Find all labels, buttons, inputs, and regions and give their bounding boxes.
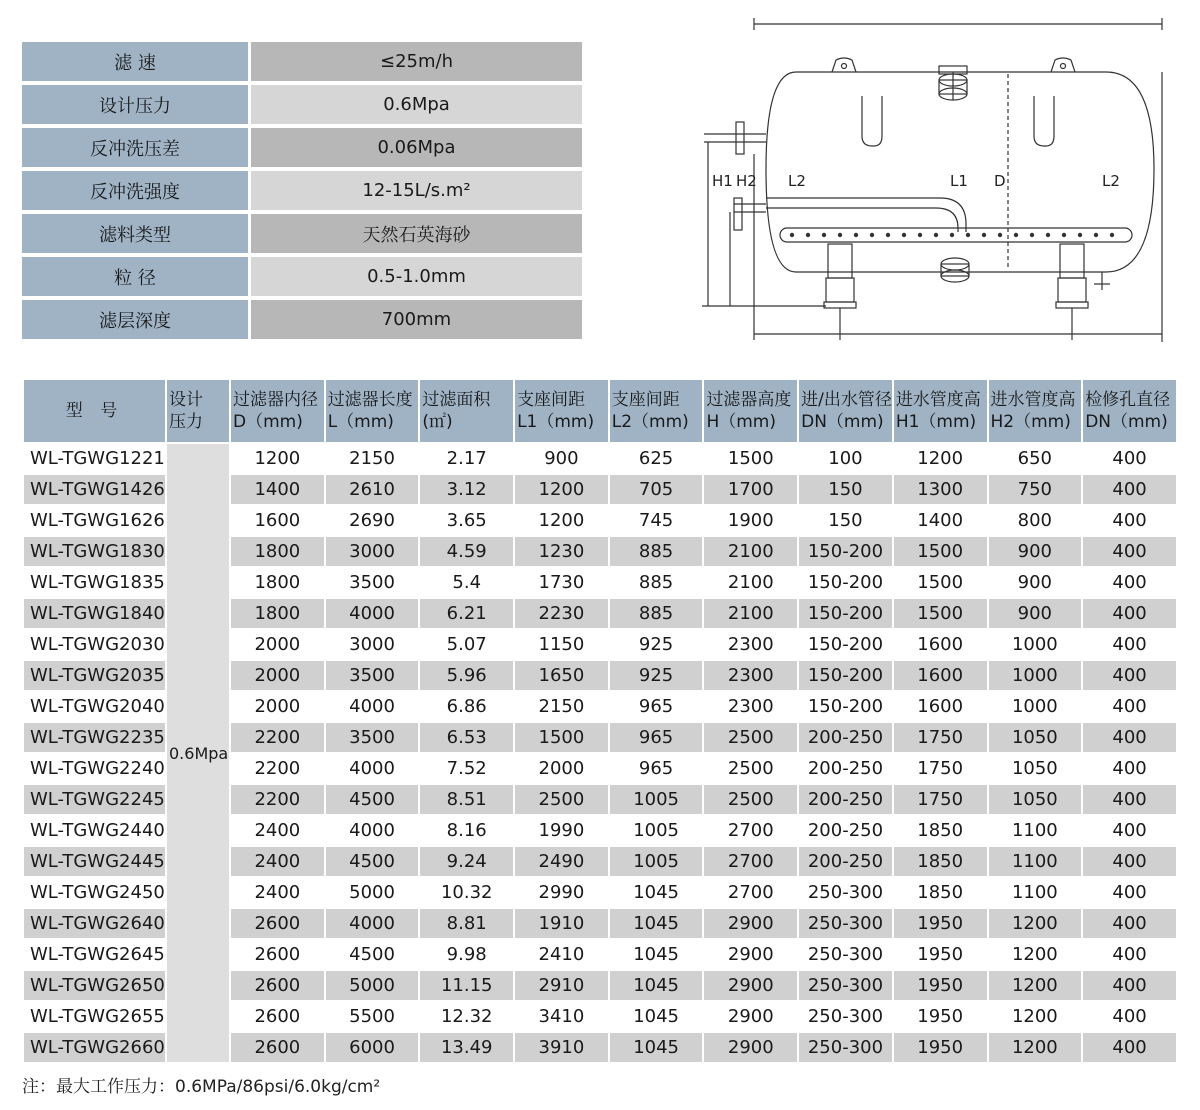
diagram-label-h2: H2 bbox=[736, 172, 757, 190]
diagram-label-l1: L1 bbox=[950, 172, 968, 190]
table-cell: 2000 bbox=[231, 690, 324, 721]
table-cell: 12.32 bbox=[420, 1000, 513, 1031]
model-cell: WL-TGWG2445 bbox=[24, 845, 165, 876]
table-cell: 1005 bbox=[610, 845, 703, 876]
table-cell: 7.52 bbox=[420, 752, 513, 783]
column-header bbox=[420, 380, 513, 442]
table-cell: 100 bbox=[799, 442, 892, 473]
table-cell: 1910 bbox=[515, 907, 608, 938]
model-cell: WL-TGWG2030 bbox=[24, 628, 165, 659]
table-cell: 1600 bbox=[894, 659, 987, 690]
table-cell: 2600 bbox=[231, 1000, 324, 1031]
column-header bbox=[704, 380, 797, 442]
table-cell: 1200 bbox=[989, 1000, 1082, 1031]
spec-table bbox=[22, 38, 582, 343]
column-header bbox=[515, 380, 608, 442]
table-cell: 3000 bbox=[326, 535, 419, 566]
table-cell: 5000 bbox=[326, 876, 419, 907]
spec-row bbox=[22, 300, 582, 339]
table-cell: 3.12 bbox=[420, 473, 513, 504]
table-cell: 4000 bbox=[326, 814, 419, 845]
table-cell: 2700 bbox=[704, 876, 797, 907]
table-cell: 1200 bbox=[989, 969, 1082, 1000]
table-cell: 10.32 bbox=[420, 876, 513, 907]
column-header-line: DN（mm) bbox=[801, 412, 884, 432]
table-cell: 2500 bbox=[704, 721, 797, 752]
table-cell: 1000 bbox=[989, 690, 1082, 721]
table-cell: 400 bbox=[1083, 814, 1176, 845]
table-cell: 1200 bbox=[989, 1031, 1082, 1062]
table-cell: 3500 bbox=[326, 659, 419, 690]
table-cell: 1800 bbox=[231, 566, 324, 597]
model-cell: WL-TGWG2240 bbox=[24, 752, 165, 783]
column-header-line: 过滤器高度 bbox=[706, 390, 792, 410]
model-cell: WL-TGWG2450 bbox=[24, 876, 165, 907]
table-cell: 1000 bbox=[989, 659, 1082, 690]
column-header-line: 压力 bbox=[169, 412, 203, 432]
table-cell: 965 bbox=[610, 752, 703, 783]
table-cell: 2000 bbox=[231, 659, 324, 690]
table-cell: 750 bbox=[989, 473, 1082, 504]
table-cell: 8.16 bbox=[420, 814, 513, 845]
table-cell: 2600 bbox=[231, 969, 324, 1000]
column-header-line: D（mm) bbox=[233, 412, 303, 432]
table-cell: 200-250 bbox=[799, 783, 892, 814]
table-cell: 1750 bbox=[894, 752, 987, 783]
table-cell: 6000 bbox=[326, 1031, 419, 1062]
column-header-line: DN（mm) bbox=[1085, 412, 1168, 432]
table-cell: 250-300 bbox=[799, 969, 892, 1000]
column-header-line: 过滤面积 bbox=[422, 390, 491, 410]
table-cell: 1050 bbox=[989, 783, 1082, 814]
table-cell: 250-300 bbox=[799, 876, 892, 907]
table-cell: 400 bbox=[1083, 535, 1176, 566]
table-cell: 1400 bbox=[894, 504, 987, 535]
table-cell: 1200 bbox=[515, 504, 608, 535]
table-cell: 3910 bbox=[515, 1031, 608, 1062]
table-cell: 1650 bbox=[515, 659, 608, 690]
table-cell: 4000 bbox=[326, 597, 419, 628]
table-cell: 2100 bbox=[704, 535, 797, 566]
table-cell: 650 bbox=[989, 442, 1082, 473]
table-cell: 1750 bbox=[894, 783, 987, 814]
table-cell: 9.24 bbox=[420, 845, 513, 876]
table-cell: 150-200 bbox=[799, 690, 892, 721]
diagram-label-h1: H1 bbox=[712, 172, 733, 190]
column-header-line: 进水管度高 bbox=[895, 390, 981, 410]
table-cell: 925 bbox=[610, 659, 703, 690]
table-cell: 2900 bbox=[704, 1000, 797, 1031]
table-cell: 2400 bbox=[231, 876, 324, 907]
table-cell: 400 bbox=[1083, 783, 1176, 814]
table-cell: 1850 bbox=[894, 876, 987, 907]
column-header-line: 过滤器长度 bbox=[327, 390, 413, 410]
table-row bbox=[24, 442, 1176, 473]
table-cell: 1050 bbox=[989, 752, 1082, 783]
table-cell: 200-250 bbox=[799, 721, 892, 752]
table-cell: 1150 bbox=[515, 628, 608, 659]
table-cell: 1300 bbox=[894, 473, 987, 504]
table-cell: 2900 bbox=[704, 969, 797, 1000]
column-header-line: L1（mm) bbox=[517, 412, 595, 432]
table-cell: 1045 bbox=[610, 907, 703, 938]
table-cell: 1600 bbox=[894, 690, 987, 721]
table-cell: 1600 bbox=[894, 628, 987, 659]
column-header-line: 过滤器内径 bbox=[233, 390, 318, 410]
table-cell: 4500 bbox=[326, 783, 419, 814]
table-cell: 1600 bbox=[231, 504, 324, 535]
model-cell: WL-TGWG2640 bbox=[24, 907, 165, 938]
column-header-line: 检修孔直径 bbox=[1085, 390, 1171, 410]
model-cell: WL-TGWG2035 bbox=[24, 659, 165, 690]
table-cell: 400 bbox=[1083, 721, 1176, 752]
table-cell: 900 bbox=[989, 597, 1082, 628]
diagram-label-d: D bbox=[994, 172, 1006, 190]
table-cell: 400 bbox=[1083, 628, 1176, 659]
table-cell: 3500 bbox=[326, 566, 419, 597]
table-cell: 6.86 bbox=[420, 690, 513, 721]
table-cell: 3500 bbox=[326, 721, 419, 752]
table-cell: 2200 bbox=[231, 752, 324, 783]
column-header bbox=[167, 380, 229, 442]
spec-row bbox=[22, 128, 582, 167]
table-cell: 2900 bbox=[704, 1031, 797, 1062]
table-cell: 2500 bbox=[704, 752, 797, 783]
table-cell: 150-200 bbox=[799, 535, 892, 566]
table-cell: 2100 bbox=[704, 566, 797, 597]
table-cell: 1700 bbox=[704, 473, 797, 504]
table-cell: 1730 bbox=[515, 566, 608, 597]
table-cell: 1045 bbox=[610, 1000, 703, 1031]
spec-value: 天然石英海砂 bbox=[251, 214, 582, 253]
spec-label: 反冲洗压差 bbox=[22, 128, 251, 167]
table-cell: 2150 bbox=[326, 442, 419, 473]
table-cell: 5.96 bbox=[420, 659, 513, 690]
table-cell: 400 bbox=[1083, 845, 1176, 876]
table-cell: 150-200 bbox=[799, 659, 892, 690]
column-header-line: L2（mm) bbox=[611, 412, 689, 432]
spec-value: 0.6Mpa bbox=[251, 85, 582, 124]
table-cell: 885 bbox=[610, 566, 703, 597]
table-cell: 9.98 bbox=[420, 938, 513, 969]
table-cell: 400 bbox=[1083, 473, 1176, 504]
column-header-line: L（mm) bbox=[327, 412, 394, 432]
spec-row bbox=[22, 85, 582, 124]
spec-label: 滤料类型 bbox=[22, 214, 251, 253]
table-cell: 1045 bbox=[610, 876, 703, 907]
table-cell: 2700 bbox=[704, 845, 797, 876]
spec-row bbox=[22, 214, 582, 253]
spec-row bbox=[22, 42, 582, 81]
table-cell: 2900 bbox=[704, 907, 797, 938]
model-cell: WL-TGWG1835 bbox=[24, 566, 165, 597]
column-header-line: (㎡) bbox=[422, 412, 453, 432]
table-cell: 4000 bbox=[326, 690, 419, 721]
table-cell: 965 bbox=[610, 721, 703, 752]
model-cell: WL-TGWG1426 bbox=[24, 473, 165, 504]
table-cell: 1500 bbox=[515, 721, 608, 752]
spec-label: 滤 速 bbox=[22, 42, 251, 81]
table-cell: 2490 bbox=[515, 845, 608, 876]
column-header bbox=[231, 380, 324, 442]
table-cell: 1850 bbox=[894, 814, 987, 845]
table-cell: 400 bbox=[1083, 876, 1176, 907]
table-header-row bbox=[24, 380, 1176, 442]
table-cell: 885 bbox=[610, 535, 703, 566]
table-cell: 2690 bbox=[326, 504, 419, 535]
table-cell: 1045 bbox=[610, 938, 703, 969]
table-cell: 3410 bbox=[515, 1000, 608, 1031]
table-cell: 2700 bbox=[704, 814, 797, 845]
table-cell: 1005 bbox=[610, 783, 703, 814]
column-header bbox=[24, 380, 165, 442]
table-cell: 1200 bbox=[989, 907, 1082, 938]
table-cell: 150-200 bbox=[799, 566, 892, 597]
column-header-line: 进水管度高 bbox=[990, 390, 1076, 410]
table-cell: 2000 bbox=[231, 628, 324, 659]
table-cell: 3.65 bbox=[420, 504, 513, 535]
table-cell: 2300 bbox=[704, 690, 797, 721]
table-cell: 11.15 bbox=[420, 969, 513, 1000]
column-header bbox=[799, 380, 892, 442]
table-cell: 6.53 bbox=[420, 721, 513, 752]
table-cell: 2610 bbox=[326, 473, 419, 504]
table-cell: 900 bbox=[989, 566, 1082, 597]
table-cell: 2150 bbox=[515, 690, 608, 721]
table-cell: 1500 bbox=[704, 442, 797, 473]
table-body bbox=[24, 442, 1176, 1062]
table-cell: 800 bbox=[989, 504, 1082, 535]
table-cell: 1500 bbox=[894, 535, 987, 566]
table-cell: 2000 bbox=[515, 752, 608, 783]
column-header bbox=[989, 380, 1082, 442]
table-cell: 2400 bbox=[231, 814, 324, 845]
table-cell: 150-200 bbox=[799, 597, 892, 628]
table-cell: 1200 bbox=[894, 442, 987, 473]
table-cell: 1950 bbox=[894, 1000, 987, 1031]
table-cell: 900 bbox=[515, 442, 608, 473]
table-cell: 2200 bbox=[231, 783, 324, 814]
table-cell: 400 bbox=[1083, 907, 1176, 938]
table-cell: 250-300 bbox=[799, 1000, 892, 1031]
table-cell: 250-300 bbox=[799, 938, 892, 969]
table-cell: 150-200 bbox=[799, 628, 892, 659]
column-header-line: 支座间距 bbox=[517, 390, 586, 410]
diagram-label-l2-right: L2 bbox=[1102, 172, 1120, 190]
table-cell: 4000 bbox=[326, 752, 419, 783]
spec-value: 12-15L/s.m² bbox=[251, 171, 582, 210]
table-cell: 2300 bbox=[704, 659, 797, 690]
model-cell: WL-TGWG1830 bbox=[24, 535, 165, 566]
table-cell: 885 bbox=[610, 597, 703, 628]
spec-value: 0.5-1.0mm bbox=[251, 257, 582, 296]
table-cell: 13.49 bbox=[420, 1031, 513, 1062]
table-cell: 2200 bbox=[231, 721, 324, 752]
table-cell: 400 bbox=[1083, 969, 1176, 1000]
table-cell: 2.17 bbox=[420, 442, 513, 473]
table-cell: 150 bbox=[799, 504, 892, 535]
table-cell: 400 bbox=[1083, 659, 1176, 690]
model-cell: WL-TGWG2235 bbox=[24, 721, 165, 752]
model-cell: WL-TGWG2245 bbox=[24, 783, 165, 814]
table-cell: 2600 bbox=[231, 938, 324, 969]
table-cell: 1950 bbox=[894, 907, 987, 938]
column-header-line: H1（mm) bbox=[895, 412, 977, 432]
table-cell: 400 bbox=[1083, 597, 1176, 628]
model-cell: WL-TGWG1221 bbox=[24, 442, 165, 473]
model-cell: WL-TGWG1626 bbox=[24, 504, 165, 535]
column-header-line: 设计 bbox=[169, 390, 203, 410]
table-cell: 2990 bbox=[515, 876, 608, 907]
table-cell: 2400 bbox=[231, 845, 324, 876]
table-cell: 1100 bbox=[989, 814, 1082, 845]
table-cell: 400 bbox=[1083, 1031, 1176, 1062]
table-cell: 1100 bbox=[989, 845, 1082, 876]
table-cell: 400 bbox=[1083, 938, 1176, 969]
model-cell: WL-TGWG2660 bbox=[24, 1031, 165, 1062]
table-cell: 1950 bbox=[894, 938, 987, 969]
table-cell: 400 bbox=[1083, 442, 1176, 473]
table-cell: 1200 bbox=[989, 938, 1082, 969]
table-cell: 1500 bbox=[894, 566, 987, 597]
footnote: 注：最大工作压力：0.6MPa/86psi/6.0kg/cm² bbox=[22, 1077, 381, 1097]
column-header-line: 型 号 bbox=[65, 401, 124, 421]
table-cell: 745 bbox=[610, 504, 703, 535]
table-cell: 250-300 bbox=[799, 1031, 892, 1062]
table-cell: 4.59 bbox=[420, 535, 513, 566]
table-cell: 1950 bbox=[894, 969, 987, 1000]
model-cell: WL-TGWG2650 bbox=[24, 969, 165, 1000]
table-cell: 625 bbox=[610, 442, 703, 473]
spec-value: 0.06Mpa bbox=[251, 128, 582, 167]
table-cell: 2300 bbox=[704, 628, 797, 659]
table-cell: 1990 bbox=[515, 814, 608, 845]
table-cell: 1230 bbox=[515, 535, 608, 566]
table-cell: 2600 bbox=[231, 1031, 324, 1062]
spec-label: 设计压力 bbox=[22, 85, 251, 124]
table-cell: 8.51 bbox=[420, 783, 513, 814]
table-cell: 4000 bbox=[326, 907, 419, 938]
table-cell: 2500 bbox=[515, 783, 608, 814]
table-cell: 6.21 bbox=[420, 597, 513, 628]
column-header-line: H（mm) bbox=[706, 412, 776, 432]
table-cell: 1100 bbox=[989, 876, 1082, 907]
spec-label: 反冲洗强度 bbox=[22, 171, 251, 210]
spec-row bbox=[22, 257, 582, 296]
table-cell: 400 bbox=[1083, 504, 1176, 535]
model-cell: WL-TGWG2645 bbox=[24, 938, 165, 969]
table-cell: 1050 bbox=[989, 721, 1082, 752]
model-cell: WL-TGWG2655 bbox=[24, 1000, 165, 1031]
table-cell: 2500 bbox=[704, 783, 797, 814]
table-cell: 1400 bbox=[231, 473, 324, 504]
table-cell: 8.81 bbox=[420, 907, 513, 938]
table-cell: 1950 bbox=[894, 1031, 987, 1062]
spec-label: 粒 径 bbox=[22, 257, 251, 296]
table-cell: 1045 bbox=[610, 969, 703, 1000]
column-header-line: 支座间距 bbox=[611, 390, 680, 410]
filter-tank-diagram bbox=[696, 14, 1174, 354]
table-cell: 1005 bbox=[610, 814, 703, 845]
table-cell: 5500 bbox=[326, 1000, 419, 1031]
table-cell: 4500 bbox=[326, 845, 419, 876]
table-cell: 250-300 bbox=[799, 907, 892, 938]
table-cell: 3000 bbox=[326, 628, 419, 659]
table-cell: 1750 bbox=[894, 721, 987, 752]
spec-value: 700mm bbox=[251, 300, 582, 339]
model-cell: WL-TGWG1840 bbox=[24, 597, 165, 628]
table-cell: 965 bbox=[610, 690, 703, 721]
table-cell: 400 bbox=[1083, 1000, 1176, 1031]
column-header bbox=[1083, 380, 1176, 442]
design-pressure-cell: 0.6Mpa bbox=[167, 442, 229, 1062]
table-cell: 200-250 bbox=[799, 752, 892, 783]
table-cell: 1200 bbox=[515, 473, 608, 504]
table-cell: 400 bbox=[1083, 752, 1176, 783]
model-cell: WL-TGWG2040 bbox=[24, 690, 165, 721]
model-spec-table bbox=[22, 380, 1178, 1062]
table-cell: 1045 bbox=[610, 1031, 703, 1062]
column-header-line: 进/出水管径 bbox=[801, 390, 892, 410]
table-cell: 1800 bbox=[231, 535, 324, 566]
model-cell: WL-TGWG2440 bbox=[24, 814, 165, 845]
spec-table-body bbox=[22, 42, 582, 339]
column-header-line: H2（mm) bbox=[990, 412, 1071, 432]
table-cell: 4500 bbox=[326, 938, 419, 969]
diagram-label-l2-left: L2 bbox=[788, 172, 806, 190]
table-cell: 150 bbox=[799, 473, 892, 504]
table-cell: 1900 bbox=[704, 504, 797, 535]
table-cell: 2900 bbox=[704, 938, 797, 969]
column-header bbox=[326, 380, 419, 442]
table-cell: 2910 bbox=[515, 969, 608, 1000]
spec-row bbox=[22, 171, 582, 210]
table-cell: 1500 bbox=[894, 597, 987, 628]
table-cell: 2100 bbox=[704, 597, 797, 628]
spec-value: ≤25m/h bbox=[251, 42, 582, 81]
table-cell: 1800 bbox=[231, 597, 324, 628]
table-cell: 2230 bbox=[515, 597, 608, 628]
table-cell: 2410 bbox=[515, 938, 608, 969]
table-cell: 400 bbox=[1083, 690, 1176, 721]
table-cell: 1000 bbox=[989, 628, 1082, 659]
table-cell: 5000 bbox=[326, 969, 419, 1000]
table-cell: 900 bbox=[989, 535, 1082, 566]
spec-label: 滤层深度 bbox=[22, 300, 251, 339]
table-cell: 1200 bbox=[231, 442, 324, 473]
table-cell: 200-250 bbox=[799, 845, 892, 876]
table-cell: 705 bbox=[610, 473, 703, 504]
table-cell: 400 bbox=[1083, 566, 1176, 597]
table-cell: 2600 bbox=[231, 907, 324, 938]
column-header bbox=[610, 380, 703, 442]
table-cell: 925 bbox=[610, 628, 703, 659]
table-cell: 5.07 bbox=[420, 628, 513, 659]
table-cell: 1850 bbox=[894, 845, 987, 876]
table-cell: 5.4 bbox=[420, 566, 513, 597]
table-cell: 200-250 bbox=[799, 814, 892, 845]
column-header bbox=[894, 380, 987, 442]
